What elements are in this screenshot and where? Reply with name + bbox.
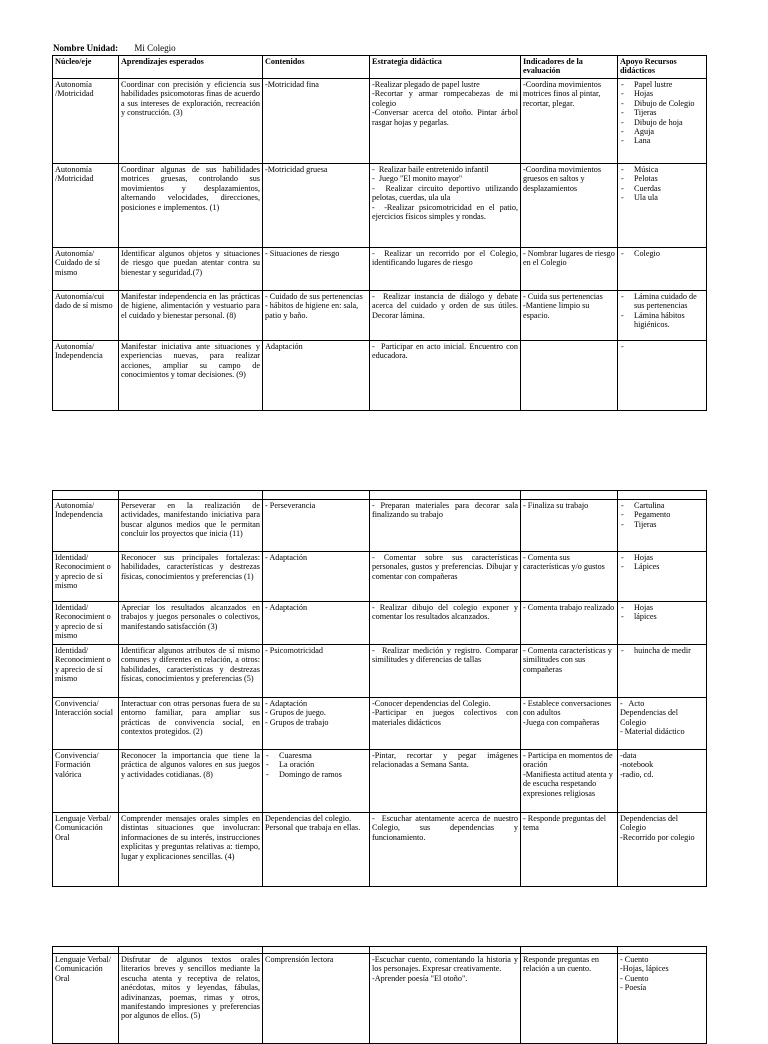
- cell-recursos-list: [620, 165, 704, 203]
- unit-name-value: Mi Colegio: [134, 43, 176, 53]
- cell-estrategia-line: - Realizar dibujo del colegio exponer y comentar los resultados alcanzados.: [372, 603, 521, 622]
- cell-contenidos: [263, 750, 370, 813]
- cell-indicadores-line: -Coordina movimientos gruesos en saltos y desplazamientos: [523, 165, 604, 193]
- cell-indicadores-line: -Juega con compañeras: [523, 717, 600, 727]
- cell-indicadores-line: -Mantiene limpio su espacio.: [523, 301, 592, 320]
- cell-recursos-line: - Material didáctico: [620, 727, 685, 737]
- cell-recursos-line: -data: [620, 751, 637, 760]
- cell-recursos-line: -Hojas, lápices: [620, 964, 669, 974]
- cell-indicadores-lines: [523, 751, 615, 798]
- cell-indicadores-lines: [523, 699, 615, 727]
- cell-contenidos-item: - Domingo de ramos: [265, 770, 367, 779]
- cell-indicadores-lines: [523, 814, 615, 833]
- cell-nucleo: Autonomía/cui dado de sí mismo: [53, 291, 119, 341]
- cell-recursos-line: -notebook: [620, 760, 654, 770]
- cell-estrategia-line: -Conocer dependencias del Colegio.: [372, 699, 491, 708]
- cell-recursos: [618, 813, 707, 887]
- cell-estrategia: [370, 248, 521, 291]
- header-indicadores: Indicadores de la evaluación: [521, 56, 618, 79]
- cell-aprendizaje: Apreciar los resultados alcanzados en trabajos y juegos personales o colectivos, manifestando satisfacción (3): [119, 602, 263, 645]
- cell-recursos-lines: [620, 814, 704, 842]
- cell-contenidos-lines: [265, 814, 367, 833]
- cell-estrategia-line: -Recortar y armar rompecabezas de mi colegio: [372, 89, 521, 108]
- cell-aprendizaje: Identificar algunos objetos y situaciones de riesgo que puedan atentar contra su bienestar y seguridad.(7): [119, 248, 263, 291]
- planning-table-2: [52, 490, 707, 887]
- cell-contenidos-line: - Adaptación: [265, 553, 308, 562]
- cell-recursos-line: Dependencias del Colegio: [620, 708, 681, 727]
- cell-estrategia-lines: [372, 553, 521, 581]
- cell-recursos: [618, 645, 707, 698]
- cell-recursos-line: -Recorrido por colegio: [620, 832, 695, 842]
- cell-aprendizaje: Identificar algunos atributos de sí mismo comunes y diferentes en relación, a otros: habilidades, características y destrezas físicas, conocimientos y preferencias (5): [119, 645, 263, 698]
- cell-indicadores-line: - Nombrar lugares de riesgo en el Colegio: [523, 249, 617, 268]
- table-row: [53, 164, 707, 248]
- cell-recursos-item: - Aguja: [620, 127, 704, 136]
- cell-recursos: [618, 602, 707, 645]
- header-contenidos: Contenidos: [263, 56, 370, 79]
- cell-recursos-line: - Poesía: [620, 983, 647, 993]
- cell-indicadores-line: Responde preguntas en relación a un cuento.: [523, 955, 601, 974]
- cell-contenidos: [263, 602, 370, 645]
- cell-recursos-item: - Lámina hábitos higiénicos.: [620, 311, 704, 330]
- cell-contenidos-line: - Grupos de trabajo: [265, 717, 329, 727]
- cell-contenidos-lines: [265, 292, 367, 320]
- cell-indicadores: [521, 698, 618, 750]
- cell-indicadores: [521, 645, 618, 698]
- cell-recursos-item: - Ula ula: [620, 193, 704, 202]
- cell-nucleo: Autonomía/ Independencia: [53, 500, 119, 552]
- table-row: [53, 954, 707, 1044]
- unit-name-label: Nombre Unidad:: [53, 43, 119, 53]
- cell-recursos-item: - Lápices: [620, 562, 704, 571]
- cell-aprendizaje: Reconocer sus principales fortalezas: habilidades, características y destrezas físicas, conocimientos y preferencias (1): [119, 552, 263, 602]
- cell-estrategia: [370, 750, 521, 813]
- cell-contenidos-line: -Motricidad gruesa: [265, 165, 328, 174]
- cell-indicadores-line: - Comenta características y similitudes con sus compañeras: [523, 646, 614, 674]
- table-row: [53, 248, 707, 291]
- cell-estrategia: [370, 79, 521, 164]
- cell-recursos-lines: [620, 699, 704, 737]
- table-row: [53, 698, 707, 750]
- cell-recursos-line: -radio, cd.: [620, 769, 654, 779]
- cell-contenidos-lines: [265, 501, 367, 510]
- cell-recursos: [618, 750, 707, 813]
- cell-recursos-item: - Tijeras: [620, 520, 704, 529]
- cell-contenidos-line: - Psicomotricidad: [265, 646, 323, 655]
- cell-estrategia-line: - Escuchar atentamente acerca de nuestro Colegio, sus dependencias y funcionamiento.: [372, 814, 521, 842]
- table-row: [53, 813, 707, 887]
- cell-estrategia: [370, 645, 521, 698]
- cell-contenidos-lines: [265, 699, 367, 727]
- cell-estrategia-lines: [372, 955, 521, 983]
- table-row: [53, 291, 707, 341]
- cell-estrategia-lines: [372, 342, 521, 361]
- cell-contenidos-item: - La oración: [265, 760, 367, 769]
- cell-recursos-list: [620, 646, 704, 655]
- cell-contenidos-line: Adaptación: [265, 342, 303, 351]
- cell-contenidos-lines: [265, 646, 367, 655]
- cell-estrategia-lines: [372, 165, 521, 222]
- cell-contenidos: [263, 341, 370, 411]
- cell-estrategia-lines: [372, 699, 521, 727]
- cell-contenidos-lines: [265, 80, 367, 89]
- cell-nucleo: Convivencia/ Formación valórica: [53, 750, 119, 813]
- cell-estrategia-lines: [372, 814, 521, 842]
- table-row: [53, 341, 707, 411]
- cell-recursos-item: - Hojas: [620, 89, 704, 98]
- planning-table-1: [52, 55, 707, 411]
- cell-recursos-item: - Tijeras: [620, 108, 704, 117]
- cell-recursos-line: Dependencias del Colegio: [620, 814, 681, 833]
- cell-estrategia: [370, 602, 521, 645]
- cell-nucleo: Autonomía/ Independencia: [53, 341, 119, 411]
- cell-indicadores: [521, 291, 618, 341]
- cell-indicadores-line: - Establece conversaciones con adultos: [523, 699, 614, 718]
- cell-aprendizaje: Coordinar con precisión y eficiencia sus habilidades psicomotoras finas de acuerdo a sus intereses de exploración, recreación y construcción. (3): [119, 79, 263, 164]
- table-row: [53, 79, 707, 164]
- cell-indicadores: [521, 164, 618, 248]
- cell-indicadores: [521, 750, 618, 813]
- cell-estrategia-lines: [372, 249, 521, 268]
- cell-recursos-line: - Acto: [620, 699, 645, 708]
- cell-contenidos-line: - Cuidado de sus pertenencias: [265, 292, 363, 301]
- cell-estrategia-lines: [372, 292, 521, 320]
- cell-recursos-item: - Lámina cuidado de sus pertenencias: [620, 292, 704, 311]
- cell-estrategia: [370, 954, 521, 1044]
- table-row: [53, 602, 707, 645]
- cell-contenidos-line: - Situaciones de riesgo: [265, 249, 340, 258]
- table-spacer-row: [53, 491, 707, 500]
- cell-indicadores-lines: [523, 501, 615, 510]
- cell-estrategia-lines: [372, 603, 521, 622]
- cell-recursos-item: - Lana: [620, 136, 704, 145]
- table-header-row: [53, 56, 707, 79]
- cell-recursos: [618, 79, 707, 164]
- cell-recursos-item: - Música: [620, 165, 704, 174]
- cell-contenidos: [263, 645, 370, 698]
- planning-table-3: [52, 946, 707, 1044]
- cell-indicadores: [521, 500, 618, 552]
- cell-contenidos: [263, 500, 370, 552]
- cell-recursos: [618, 552, 707, 602]
- cell-indicadores-line: - Comenta trabajo realizado: [523, 603, 615, 612]
- cell-indicadores: [521, 602, 618, 645]
- header-nucleo: Núcleo/eje: [53, 56, 119, 79]
- cell-nucleo: Autonomía /Motricidad: [53, 164, 119, 248]
- cell-contenidos-lines: [265, 342, 367, 351]
- cell-recursos: [618, 341, 707, 411]
- cell-estrategia-line: - Comentar sobre sus características personales, gustos y preferencias. Dibujar y comentar con compañeras: [372, 553, 521, 581]
- cell-recursos-line: - Cuento: [620, 955, 649, 964]
- cell-recursos-lines: [620, 955, 704, 993]
- cell-estrategia: [370, 813, 521, 887]
- cell-indicadores-line: -Coordina movimientos motrices finos al pintar, recortar, plegar.: [523, 80, 604, 108]
- cell-recursos-list: [620, 553, 704, 572]
- cell-contenidos: [263, 698, 370, 750]
- cell-recursos-list: [620, 603, 704, 622]
- cell-recursos-list: [620, 292, 704, 330]
- cell-indicadores-line: - Cuida sus pertenencias: [523, 292, 603, 301]
- table-row: [53, 750, 707, 813]
- cell-contenidos-list: [265, 751, 367, 779]
- cell-estrategia-lines: [372, 646, 521, 665]
- cell-contenidos-line: - Perseverancia: [265, 501, 316, 510]
- cell-indicadores: [521, 79, 618, 164]
- cell-recursos-item: - Papel lustre: [620, 80, 704, 89]
- cell-recursos-item: - huincha de medir: [620, 646, 704, 655]
- cell-recursos: [618, 954, 707, 1044]
- cell-recursos-item: - Cartulina: [620, 501, 704, 510]
- cell-contenidos-line: - Grupos de juego.: [265, 708, 326, 718]
- cell-estrategia-line: - Preparan materiales para decorar sala finalizando su trabajo: [372, 501, 521, 520]
- cell-estrategia: [370, 552, 521, 602]
- cell-nucleo: Lenguaje Verbal/ Comunicación Oral: [53, 813, 119, 887]
- cell-recursos-list: [620, 501, 704, 529]
- cell-recursos-item: - Cuerdas: [620, 184, 704, 193]
- cell-recursos-item: - Pegamento: [620, 510, 704, 519]
- cell-contenidos: [263, 248, 370, 291]
- cell-aprendizaje: Interactuar con otras personas fuera de su entorno familiar, para ampliar sus prácticas de convivencia social, en contextos protegidos. (2): [119, 698, 263, 750]
- cell-indicadores-line: -Manifiesta actitud atenta y de escucha respetando expresiones religiosas: [523, 769, 615, 798]
- cell-indicadores: [521, 552, 618, 602]
- cell-indicadores-lines: [523, 553, 615, 572]
- unit-name-line: [53, 43, 176, 53]
- cell-estrategia-line: - Participar en acto inicial. Encuentro con educadora.: [372, 342, 521, 361]
- cell-contenidos-line: Personal que trabaja en ellas.: [265, 823, 361, 833]
- cell-indicadores-lines: [523, 80, 615, 108]
- cell-recursos: [618, 500, 707, 552]
- cell-indicadores-line: - Participa en momentos de oración: [523, 751, 615, 770]
- cell-indicadores-lines: [523, 955, 615, 974]
- header-estrategia: Estrategia didáctica: [370, 56, 521, 79]
- cell-aprendizaje: Comprender mensajes orales simples en distintas situaciones que involucran: informaciones de su interés, instrucciones explícitas y preguntas relativas a: tiempo, lugar y explicaciones sencillas. (4): [119, 813, 263, 887]
- cell-estrategia: [370, 500, 521, 552]
- cell-recursos-item: - Hojas: [620, 553, 704, 562]
- cell-contenidos: [263, 79, 370, 164]
- cell-estrategia: [370, 291, 521, 341]
- cell-estrategia-line: - Realizar un recorrido por el Colegio, identificando lugares de riesgo: [372, 249, 521, 268]
- cell-nucleo: Convivencia/ Interacción social: [53, 698, 119, 750]
- cell-recursos-item: - Dibujo de Colegio: [620, 99, 704, 108]
- cell-contenidos-lines: [265, 955, 367, 964]
- cell-nucleo: Autonomía/ Cuidado de sí mismo: [53, 248, 119, 291]
- cell-estrategia-line: -Aprender poesía "El otoño".: [372, 973, 468, 983]
- cell-contenidos-line: - hábitos de higiene en: sala, patio y baño.: [265, 301, 361, 320]
- cell-estrategia-line: -Conversar acerca del otoño. Pintar árbol rasgar hojas y pegarlas.: [372, 108, 521, 127]
- cell-contenidos-item: - Cuaresma: [265, 751, 367, 760]
- cell-recursos: [618, 291, 707, 341]
- cell-indicadores-lines: [523, 165, 615, 193]
- header-recursos: Apoyo Recursos didácticos: [618, 56, 707, 79]
- cell-indicadores-lines: [523, 646, 615, 674]
- cell-contenidos-lines: [265, 553, 367, 562]
- cell-estrategia-lines: [372, 501, 521, 520]
- cell-aprendizaje: Manifestar independencia en las prácticas de higiene, alimentación y vestuario para el cuidado y bienestar personal. (8): [119, 291, 263, 341]
- cell-nucleo: Autonomía /Motricidad: [53, 79, 119, 164]
- cell-estrategia: [370, 164, 521, 248]
- cell-estrategia-lines: [372, 80, 521, 127]
- cell-aprendizaje: Reconocer la importancia que tiene la práctica de algunos valores en sus juegos y actividades cotidianas. (8): [119, 750, 263, 813]
- cell-recursos: [618, 164, 707, 248]
- cell-contenidos-line: Dependencias del colegio.: [265, 814, 352, 823]
- header-aprendizajes: Aprendizajes esperados: [119, 56, 263, 79]
- cell-nucleo: Identidad/ Reconocimient o y aprecio de sí mismo: [53, 645, 119, 698]
- cell-indicadores-lines: [523, 292, 615, 320]
- cell-recursos-item: - Pelotas: [620, 174, 704, 183]
- cell-estrategia-line: -Participar en juegos colectivos con materiales didácticos: [372, 708, 521, 727]
- cell-estrategia-line: - Realizar instancia de diálogo y debate acerca del cuidado y orden de sus útiles. Decorar lámina.: [372, 292, 521, 320]
- cell-indicadores: [521, 341, 618, 411]
- cell-estrategia-line: - Realizar baile entretenido infantil: [372, 165, 489, 174]
- cell-recursos-item: - Hojas: [620, 603, 704, 612]
- cell-contenidos-lines: [265, 165, 367, 174]
- cell-nucleo: Identidad/ Reconocimient o y aprecio de sí mismo: [53, 552, 119, 602]
- cell-contenidos: [263, 291, 370, 341]
- cell-estrategia-line: - Realizar medición y registro. Comparar similitudes y diferencias de tallas: [372, 646, 521, 665]
- cell-indicadores-line: - Responde preguntas del tema: [523, 814, 609, 833]
- cell-estrategia-line: - -Realizar psicomotricidad en el patio, ejercicios físicos simples y rondas.: [372, 202, 521, 222]
- cell-estrategia-line: - Juego "El monito mayor": [372, 174, 463, 184]
- cell-recursos-item: - Dibujo de hoja: [620, 118, 704, 127]
- cell-indicadores-lines: [523, 249, 615, 268]
- cell-contenidos-lines: [265, 603, 367, 612]
- cell-indicadores: [521, 813, 618, 887]
- cell-contenidos-line: - Adaptación: [265, 603, 308, 612]
- cell-recursos-lines: [620, 751, 704, 779]
- cell-recursos: [618, 248, 707, 291]
- cell-contenidos-line: -Motricidad fina: [265, 80, 319, 89]
- cell-estrategia-line: - Realizar circuito deportivo utilizando pelotas, cuerdas, ula ula: [372, 183, 521, 203]
- cell-contenidos-line: - Adaptación: [265, 699, 308, 708]
- cell-estrategia-line: -Escuchar cuento, comentando la historia y los personajes. Expresar creativamente.: [372, 955, 521, 974]
- cell-indicadores-line: - Comenta sus características y/o gustos: [523, 553, 605, 572]
- cell-indicadores-line: - Finaliza su trabajo: [523, 501, 589, 510]
- cell-recursos-line: - Cuento: [620, 973, 649, 983]
- cell-aprendizaje: Disfrutar de algunos textos orales literarios breves y sencillos mediante la escucha atenta y receptiva de relatos, anécdotas, mitos y leyendas, fábulas, adivinanzas, poemas, rimas y otros, manifestando impresiones y preferencias por algunos de ellos. (5): [119, 954, 263, 1044]
- cell-recursos-item: - Colegio: [620, 249, 704, 258]
- cell-estrategia-line: -Pintar, recortar y pegar imágenes relacionadas a Semana Santa.: [372, 751, 521, 770]
- cell-aprendizaje: Manifestar iniciativa ante situaciones y experiencias nuevas, para realizar acciones, ampliar su campo de conocimientos y tomar decisiones. (9): [119, 341, 263, 411]
- table-row: [53, 500, 707, 552]
- table-row: [53, 645, 707, 698]
- cell-nucleo: Lenguaje Verbal/ Comunicación Oral: [53, 954, 119, 1044]
- cell-recursos-list: [620, 249, 704, 258]
- cell-indicadores-lines: [523, 603, 615, 612]
- cell-nucleo: Identidad/ Reconocimient o y aprecio de sí mismo: [53, 602, 119, 645]
- cell-recursos: [618, 698, 707, 750]
- cell-recursos-item: - lápices: [620, 612, 704, 621]
- table-spacer-row: [53, 947, 707, 954]
- cell-contenidos-lines: [265, 249, 367, 258]
- cell-indicadores: [521, 248, 618, 291]
- cell-estrategia: [370, 341, 521, 411]
- cell-contenidos: [263, 954, 370, 1044]
- table-row: [53, 552, 707, 602]
- cell-contenidos: [263, 552, 370, 602]
- cell-indicadores: [521, 954, 618, 1044]
- cell-recursos-list: [620, 80, 704, 146]
- cell-contenidos: [263, 813, 370, 887]
- cell-aprendizaje: Coordinar algunas de sus habilidades motrices gruesas, controlando sus movimientos y desplazamientos, alternando velocidades, direcciones, posiciones e implementos. (1): [119, 164, 263, 248]
- cell-estrategia-lines: [372, 751, 521, 770]
- cell-aprendizaje: Perseverar en la realización de actividades, manifestando iniciativa para buscar algunos medios que le permitan concluir los proyectos que inicia (11): [119, 500, 263, 552]
- cell-contenidos-line: Comprensión lectora: [265, 955, 334, 964]
- cell-contenidos: [263, 164, 370, 248]
- cell-estrategia: [370, 698, 521, 750]
- cell-estrategia-line: -Realizar plegado de papel lustre: [372, 80, 480, 89]
